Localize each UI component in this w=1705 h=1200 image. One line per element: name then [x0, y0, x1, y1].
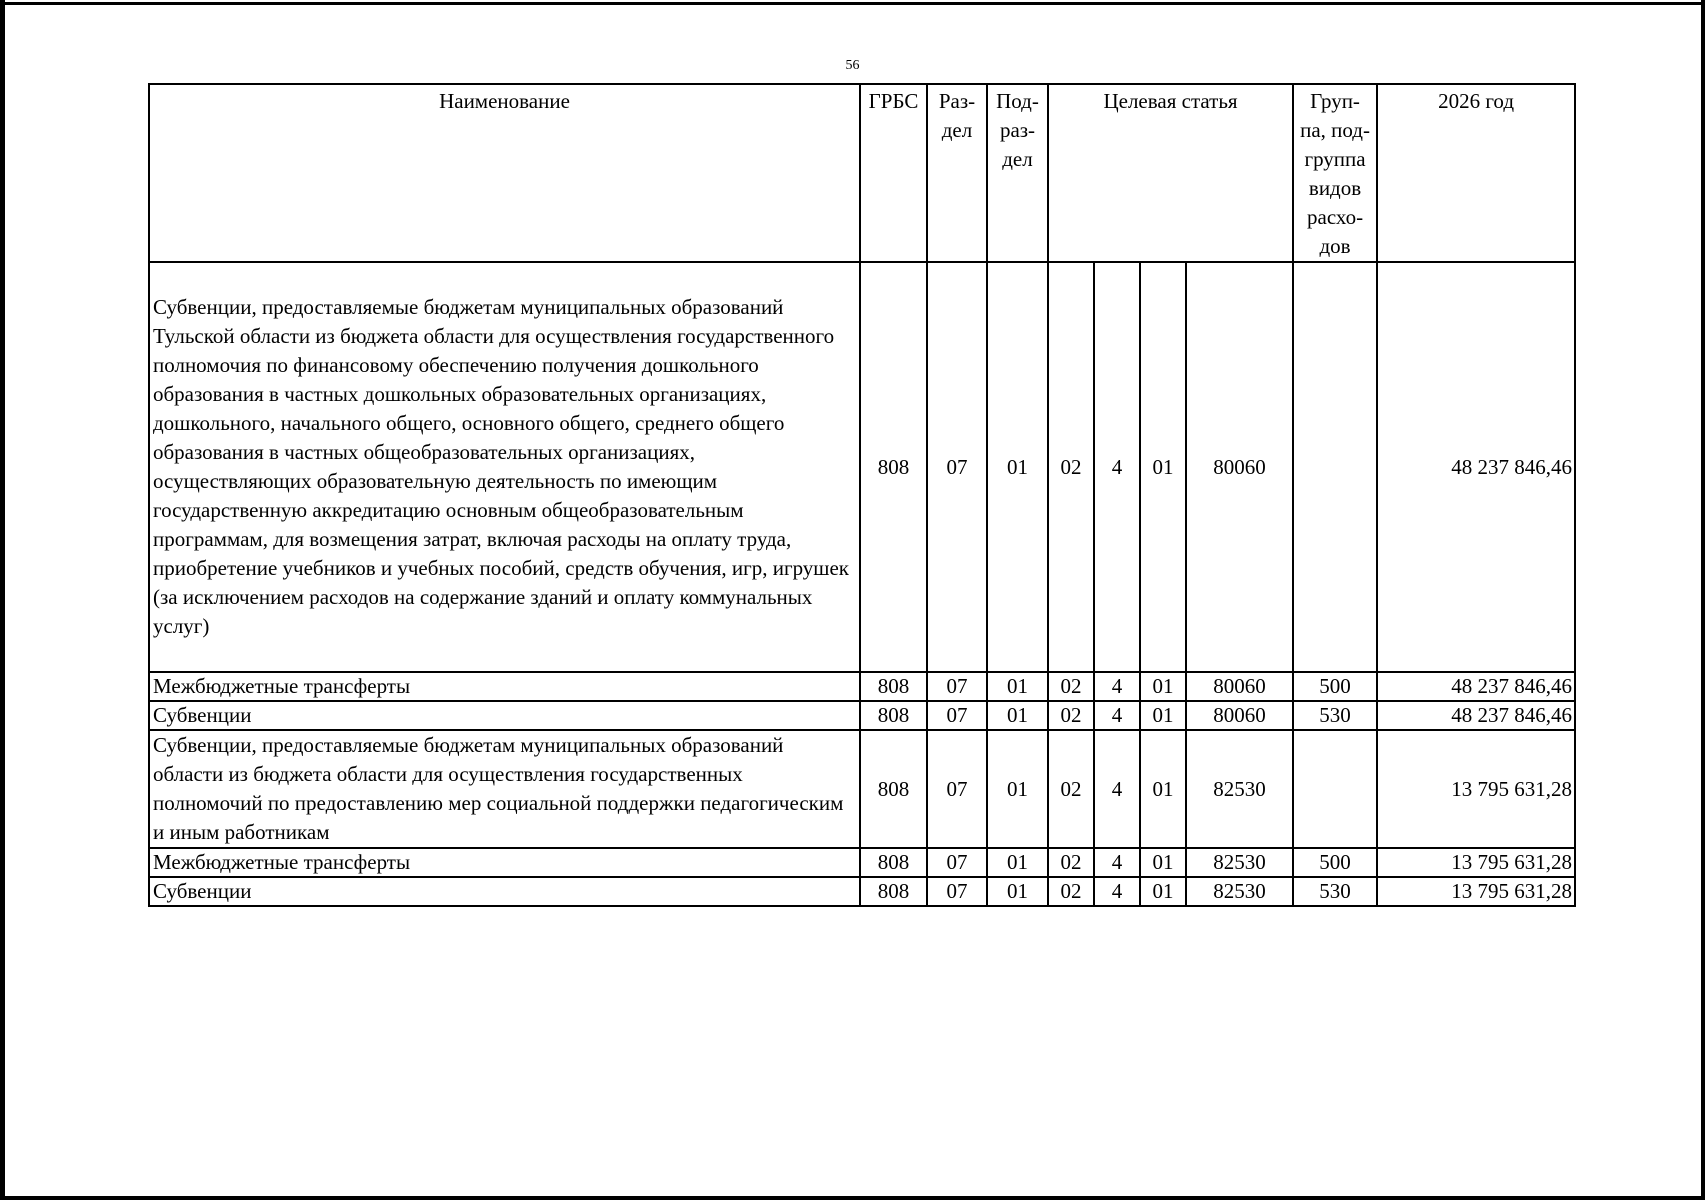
row-cs-direction: 82530 — [1186, 730, 1293, 848]
header-celevaya-statya: Целевая статья — [1048, 84, 1293, 262]
table-row — [149, 262, 1575, 672]
row-grbs: 808 — [860, 701, 927, 730]
row-grbs: 808 — [860, 262, 927, 672]
scan-border-top — [0, 2, 1705, 5]
table-header-row — [149, 84, 1575, 262]
table-row — [149, 877, 1575, 906]
header-razdel: Раз- дел — [927, 84, 987, 262]
row-cs-program: 02 — [1048, 701, 1094, 730]
row-name: Субвенции — [149, 701, 860, 730]
scan-border-left — [0, 0, 5, 1200]
row-name: Субвенции, предоставляемые бюджетам муниципальных образований Тульской области из бюджета области для осуществления государственного полномочия по финансовому обеспечению получения дошкольного образования в частных дошкольных образовательных организациях, дошкольного, начального общего, основного общего, среднего общего образования в частных общеобразовательных организациях, осуществляющих образовательную деятельность по имеющим государственную аккредитацию основным общеобразовательным программам, для возмещения затрат, включая расходы на оплату труда, приобретение учебников и учебных пособий, средств обучения, игр, игрушек (за исключением расходов на содержание зданий и оплату коммунальных услуг) — [149, 262, 860, 672]
row-razdel: 07 — [927, 701, 987, 730]
row-grbs: 808 — [860, 730, 927, 848]
row-cs-direction: 80060 — [1186, 262, 1293, 672]
row-cs-program: 02 — [1048, 877, 1094, 906]
budget-table — [148, 83, 1576, 907]
row-name: Субвенции, предоставляемые бюджетам муниципальных образований области из бюджета области для осуществления государственных полномочий по предоставлению мер социальной поддержки педагогическим и иным работникам — [149, 730, 860, 848]
header-year: 2026 год — [1377, 84, 1575, 262]
row-cs-program: 02 — [1048, 848, 1094, 877]
row-amount: 48 237 846,46 — [1377, 262, 1575, 672]
scan-border-bottom — [0, 1196, 1705, 1200]
page-number: 56 — [845, 58, 860, 73]
row-name: Межбюджетные трансферты — [149, 848, 860, 877]
row-cs-direction: 80060 — [1186, 672, 1293, 701]
row-razdel: 07 — [927, 262, 987, 672]
header-name: Наименование — [149, 84, 860, 262]
row-name: Межбюджетные трансферты — [149, 672, 860, 701]
table-row — [149, 672, 1575, 701]
row-cs-direction: 80060 — [1186, 701, 1293, 730]
row-gruppa — [1293, 262, 1377, 672]
row-podrazdel: 01 — [987, 877, 1048, 906]
row-cs-element: 01 — [1140, 701, 1186, 730]
table-row — [149, 730, 1575, 848]
header-podrazdel: Под- раз- дел — [987, 84, 1048, 262]
row-cs-element: 01 — [1140, 672, 1186, 701]
row-cs-element: 01 — [1140, 730, 1186, 848]
row-podrazdel: 01 — [987, 701, 1048, 730]
row-cs-program: 02 — [1048, 672, 1094, 701]
row-gruppa: 530 — [1293, 877, 1377, 906]
row-gruppa: 500 — [1293, 672, 1377, 701]
row-podrazdel: 01 — [987, 848, 1048, 877]
row-cs-element: 01 — [1140, 877, 1186, 906]
table-row — [149, 701, 1575, 730]
row-cs-type: 4 — [1094, 877, 1140, 906]
row-razdel: 07 — [927, 730, 987, 848]
row-razdel: 07 — [927, 848, 987, 877]
row-amount: 48 237 846,46 — [1377, 672, 1575, 701]
row-cs-type: 4 — [1094, 701, 1140, 730]
header-grbs: ГРБС — [860, 84, 927, 262]
row-gruppa: 530 — [1293, 701, 1377, 730]
table-row — [149, 848, 1575, 877]
scan-border-right — [1701, 0, 1705, 1200]
row-razdel: 07 — [927, 672, 987, 701]
row-cs-direction: 82530 — [1186, 877, 1293, 906]
row-podrazdel: 01 — [987, 730, 1048, 848]
header-gruppa: Груп- па, под- группа видов расхо- дов — [1293, 84, 1377, 262]
row-cs-element: 01 — [1140, 262, 1186, 672]
row-razdel: 07 — [927, 877, 987, 906]
row-podrazdel: 01 — [987, 672, 1048, 701]
row-cs-program: 02 — [1048, 730, 1094, 848]
row-grbs: 808 — [860, 672, 927, 701]
row-cs-type: 4 — [1094, 730, 1140, 848]
row-gruppa: 500 — [1293, 848, 1377, 877]
row-amount: 13 795 631,28 — [1377, 730, 1575, 848]
row-cs-element: 01 — [1140, 848, 1186, 877]
row-cs-type: 4 — [1094, 262, 1140, 672]
row-cs-type: 4 — [1094, 672, 1140, 701]
row-grbs: 808 — [860, 877, 927, 906]
row-amount: 48 237 846,46 — [1377, 701, 1575, 730]
row-amount: 13 795 631,28 — [1377, 848, 1575, 877]
row-grbs: 808 — [860, 848, 927, 877]
row-gruppa — [1293, 730, 1377, 848]
row-cs-direction: 82530 — [1186, 848, 1293, 877]
row-cs-program: 02 — [1048, 262, 1094, 672]
row-name: Субвенции — [149, 877, 860, 906]
row-amount: 13 795 631,28 — [1377, 877, 1575, 906]
row-cs-type: 4 — [1094, 848, 1140, 877]
row-podrazdel: 01 — [987, 262, 1048, 672]
